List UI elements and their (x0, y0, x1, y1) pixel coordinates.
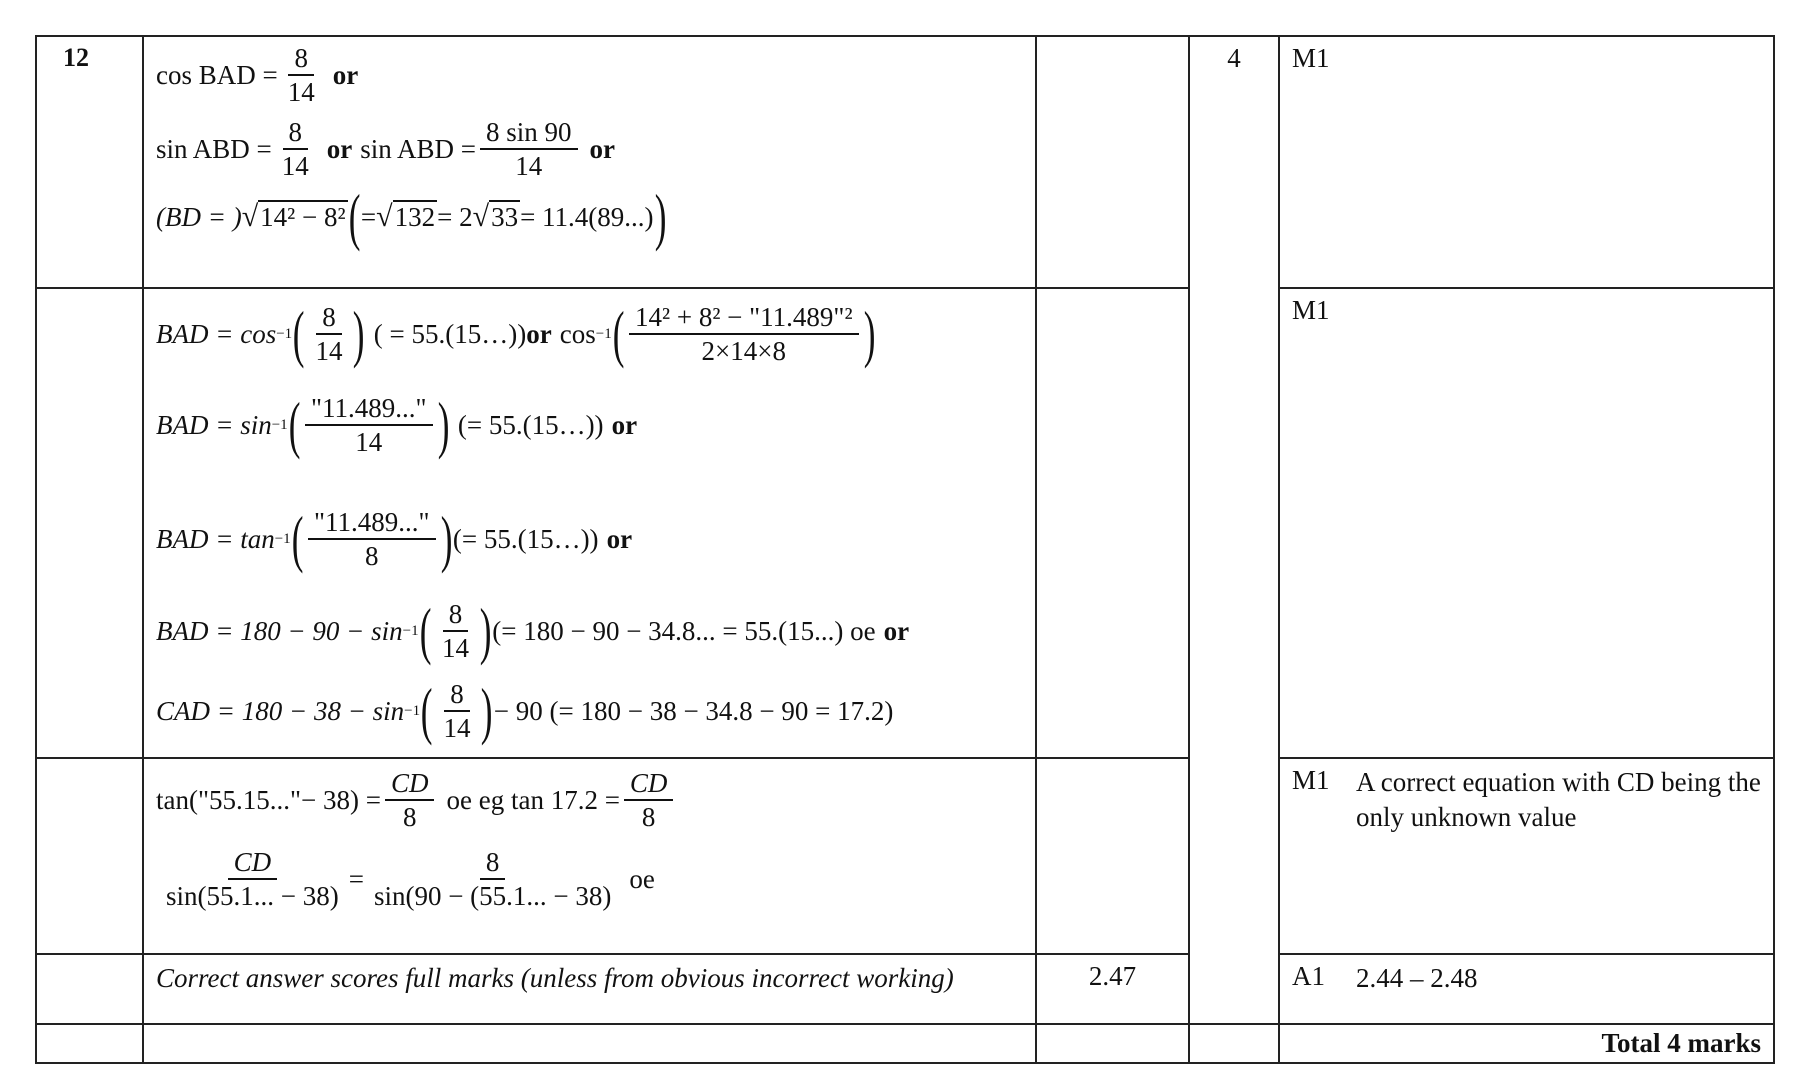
fraction: $\frac{8}{14}$ (287, 42, 315, 107)
question-cell (36, 288, 143, 758)
sqrt-132: √ 132 (376, 200, 436, 233)
or-text: or (526, 318, 552, 349)
mark-scheme-table (35, 35, 1775, 1064)
cos-text: cos (559, 318, 596, 349)
cad-lhs: CAD = 180 − 38 − sin (156, 695, 405, 726)
total-cell (1279, 1024, 1774, 1063)
sqrt-expression: √ 14² − 8² (241, 200, 346, 233)
answer-value: 2.47 (1088, 961, 1137, 991)
equals: = (360, 201, 377, 232)
mark-cell (1189, 1024, 1279, 1063)
bad-cos-lhs: BAD = cos (156, 318, 277, 349)
tan-lhs: tan("55.15..."− 38) = (156, 784, 381, 815)
fraction: $\frac{8}{\sin(90 - (55.1... - 38)}$ (373, 846, 612, 911)
question-cell (36, 954, 143, 1024)
sqrt-33: √ 33 (472, 200, 519, 233)
question-number: 12 (63, 43, 89, 72)
guidance-cell (1279, 954, 1774, 1024)
bad-sin-lhs: BAD = sin (156, 409, 272, 440)
working-cell: BAD = cos −1 ( $\frac{8}{14}$ ) ( = 55.(15…)) or cos −1 ( $\frac{\text{14² + 8² − "11.489"²}}{2\times 14\times 8}$ ) BAD = sin −1 ( $\frac{"11.489..."}{14}$ ) (= 55.(15…)) or BAD = tan −1 ( $\frac{"11.489..."}{8}$ ) (= 55.(15…)) or BAD = 180 − 90 − sin −1 ( $\frac{8}{14}$ ) (= 180 − 90 − 34.8... = 55.(15...) oe or CAD = 180 − 38 − sin −1 ( $\frac{8}{14}$ ) − 90 (= 180 − 38 − 34.8 − 90 = 17.2) (143, 288, 1036, 758)
answer-cell (1036, 36, 1189, 288)
fraction: $\frac{8}{14}$ (315, 301, 343, 366)
answer-cell (1036, 288, 1189, 758)
guidance-cell (1279, 36, 1774, 288)
fraction: $\frac{8}{14}$ (441, 598, 469, 663)
oe-text: oe (629, 863, 655, 894)
value-text: (= 180 − 90 − 34.8... = 55.(15...) oe (492, 615, 876, 646)
value-text: − 90 (= 180 − 38 − 34.8 − 90 = 17.2) (493, 695, 894, 726)
fraction: $\frac{CD}{8}$ (624, 769, 674, 832)
fraction: $\frac{8}{14}$ (443, 678, 471, 743)
or-text: or (883, 615, 910, 646)
fraction: $\frac{"11.489..."}{14}$ (305, 394, 433, 457)
answer-cell (1036, 1024, 1189, 1063)
equals: = (348, 863, 364, 894)
equals-two: = 2 (437, 201, 473, 232)
question-cell (36, 1024, 143, 1063)
guidance-cell (1279, 758, 1774, 954)
question-cell (36, 758, 143, 954)
mark-code: M1 (1292, 765, 1330, 795)
guidance-note: A correct equation with CD being the only unknown value (1356, 767, 1761, 833)
mark-code: M1 (1292, 43, 1330, 73)
working-cell (143, 954, 1036, 1024)
bd-prefix: (BD = ) (156, 201, 242, 232)
table-row (36, 1024, 1774, 1063)
sin-abd-lhs-2: sin ABD = (360, 133, 477, 164)
mark-cell (1189, 36, 1279, 1024)
value-text: (= 55.(15…)) (452, 523, 599, 554)
table-row (36, 36, 1774, 288)
answer-cell (1036, 954, 1189, 1024)
working-cell (143, 758, 1036, 954)
or-text: or (611, 409, 638, 440)
table-row (36, 758, 1774, 954)
guidance-cell (1279, 288, 1774, 758)
table-row (36, 954, 1774, 1024)
or-text: or (332, 59, 359, 90)
value-text: ( = 55.(15…)) (373, 318, 527, 349)
oe-eg-text: oe eg tan 17.2 = (446, 784, 620, 815)
mark-code: M1 (1292, 295, 1330, 325)
sin-abd-lhs: sin ABD = (156, 133, 272, 164)
fraction: $\frac{CD}{8}$ (385, 769, 435, 832)
fraction-cosine-rule: $\frac{\text{14² + 8² − "11.489"²}}{2\times 14\times 8}$ (629, 303, 859, 366)
or-text: or (326, 133, 353, 164)
bad-tan-lhs: BAD = tan (156, 523, 275, 554)
bad-180-lhs: BAD = 180 − 90 − sin (156, 615, 403, 646)
accepted-range: 2.44 – 2.48 (1356, 963, 1478, 993)
cos-bad-lhs: cos BAD = (156, 59, 278, 90)
question-cell (36, 36, 143, 288)
fraction: $\frac{8}{14}$ (281, 116, 309, 181)
fraction: $\frac{CD}{\sin(55.1... - 38)}$ (166, 846, 339, 911)
value-text: (= 55.(15…)) (457, 409, 604, 440)
mark-code: A1 (1292, 961, 1325, 991)
or-text: or (606, 523, 633, 554)
fraction: $\frac{"11.489..."}{8}$ (308, 508, 436, 571)
mark-value: 4 (1227, 43, 1241, 73)
table-row (36, 288, 1774, 758)
fraction: $\frac{8 \sin 90}{14}$ (480, 118, 578, 181)
working-cell: cos BAD = $\frac{8}{14}$ or sin ABD = $\frac{8}{14}$ or sin ABD = $\frac{8 \sin 90}{14}$ or (BD = ) √ 14² − 8² ( = √ 132 = 2 √ 33 = 11.4(89...) ) (143, 36, 1036, 288)
answer-cell (1036, 758, 1189, 954)
or-text: or (589, 133, 616, 164)
working-cell (143, 1024, 1036, 1063)
total-marks: Total 4 marks (1601, 1028, 1761, 1058)
bd-value: = 11.4(89...) (520, 201, 654, 232)
full-marks-note: Correct answer scores full marks (unless from obvious incorrect working) (156, 963, 954, 993)
